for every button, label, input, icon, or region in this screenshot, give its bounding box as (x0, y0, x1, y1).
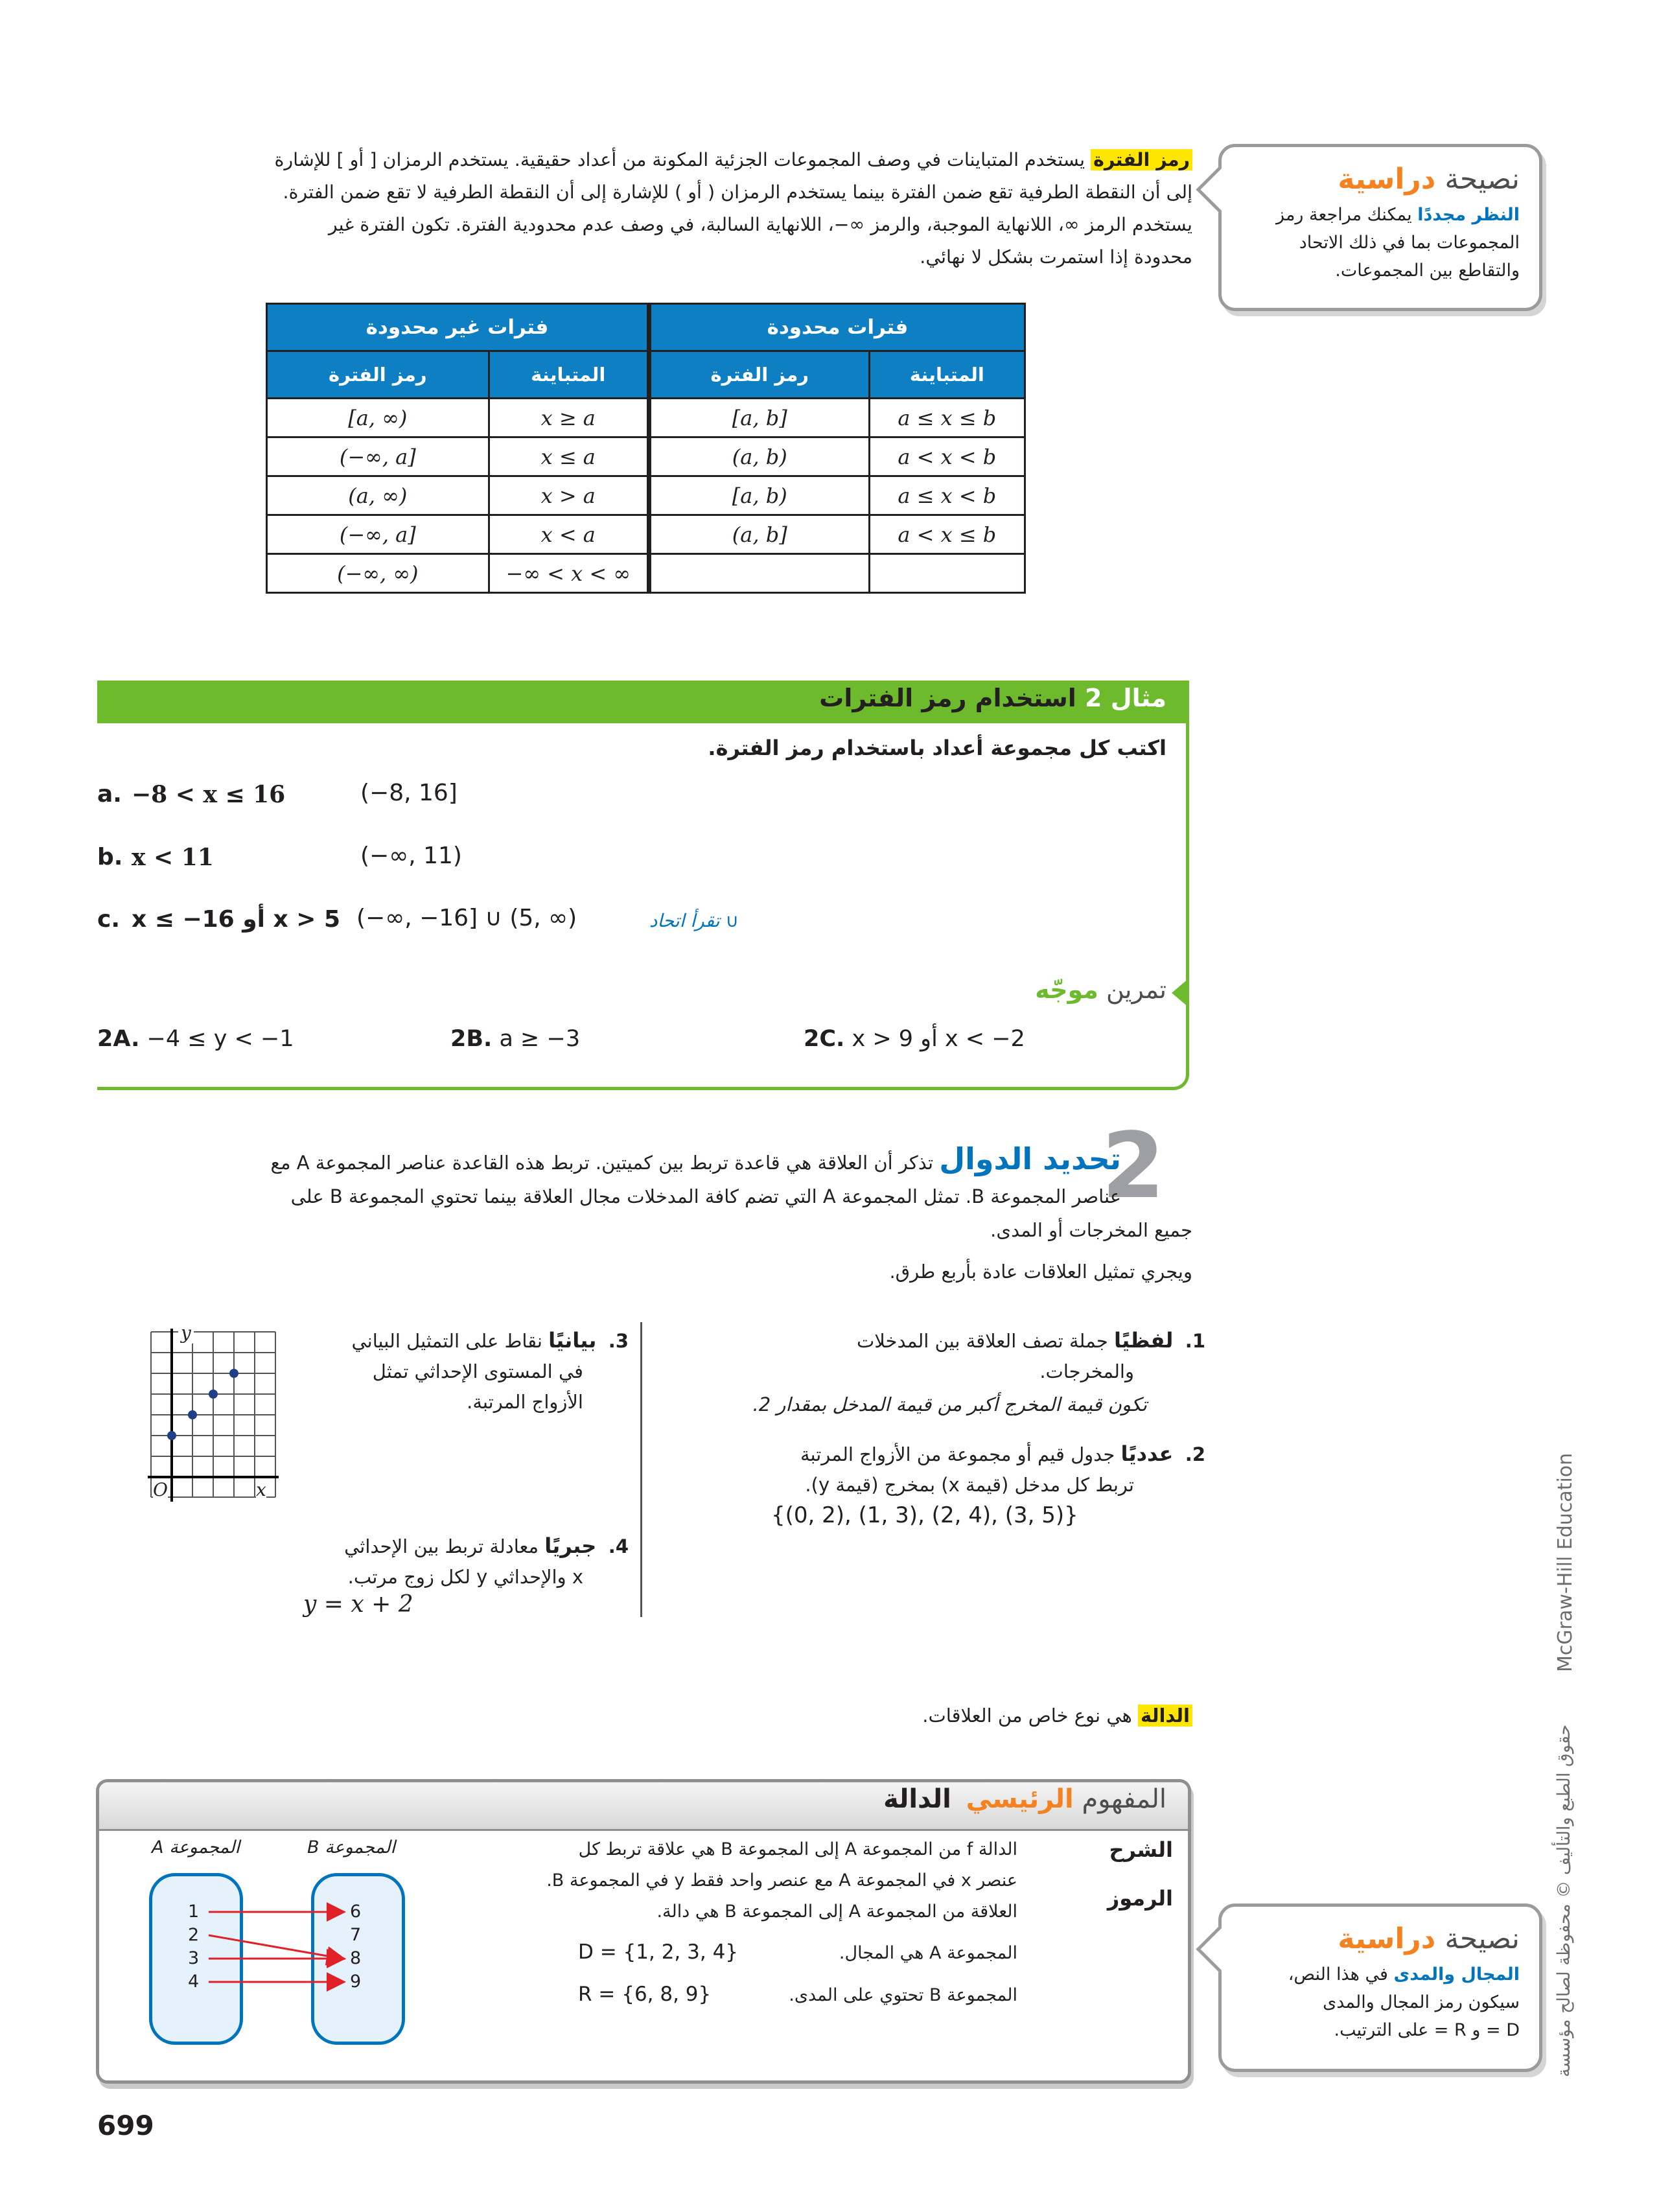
graph-y-label: y (178, 1322, 194, 1344)
practice-marker (1172, 979, 1189, 1007)
item-a-label: a. (97, 781, 122, 808)
section-number: 2 (1102, 1113, 1165, 1219)
arrow-2-to-8 (209, 1935, 342, 1959)
item-c-answer: (−∞, −16] ∪ (5, ∞) (356, 905, 577, 931)
item-c-ineq: x ≤ −16 أو x > 5 (132, 906, 341, 933)
graph-points (167, 1369, 238, 1440)
label-symbols: الرموز (1107, 1886, 1173, 1911)
column-divider (640, 1322, 642, 1617)
bounded-header: فترات محدودة (649, 304, 1025, 351)
graph-point (209, 1390, 218, 1399)
domain-set: D = {1, 2, 3, 4} (578, 1940, 739, 1964)
interval-notation-paragraph: رمز الفترة يستخدم المتباينات في وصف المجموعات الجزئية المكونة من أعداد حقيقية. يستخدم الرمزان [ أو ] للإشارة إلى أن النقطة الطرفية تقع ضمن الفترة بينما يستخدم الرمزان ( أو ) للإشارة إلى أن النقطة الطرفية لا تقع ضمن الفترة. يستخدم الرمز ∞، اللانهاية الموجبة، والرمز ∞−، اللانهاية السالبة، في وصف عدم محدودية الفترة. تكون الفترة غير محدودة إذا استمرت بشكل لا نهائي. (274, 149, 1192, 268)
section-title: تحديد الدوال (939, 1141, 1121, 1176)
study-tip-review: نصيحة دراسية النظر مجددًا يمكنك مراجعة رمز المجموعات بما في ذلك الاتحاد والتقاطع بين المجموعات. (1218, 144, 1542, 311)
graph-origin-label: O (153, 1479, 168, 1500)
set-a-label: المجموعة A (152, 1837, 240, 1857)
item-b-label: b. (97, 844, 123, 870)
set-b-label: المجموعة B (307, 1837, 395, 1857)
range-statement: المجموعة B تحتوي على المدى. (789, 1985, 1017, 2005)
mapping-arrows (194, 1896, 356, 1999)
item-a-ineq: −8 < x ≤ 16 (132, 781, 286, 808)
graph-point (188, 1410, 197, 1419)
range-set: R = {6, 8, 9} (578, 1983, 712, 2006)
example-title: مثال 2 استخدام رمز الفترات (819, 684, 1166, 712)
publisher-side-text: McGraw-Hill Education (1554, 1452, 1577, 1672)
item-b-answer: (−∞, 11) (360, 843, 462, 869)
example-instruction: اكتب كل مجموعة أعداد باستخدام رمز الفترة. (708, 736, 1166, 760)
practice-2a: 2A. −4 ≤ y < −1 (97, 1026, 294, 1052)
practice-2c: 2C. x > 9 أو x < −2 (804, 1026, 1025, 1052)
equation-example: y = x + 2 (303, 1591, 413, 1618)
item-a-answer: (−8, 16] (360, 780, 458, 806)
item-c-label: c. (97, 906, 121, 933)
label-explanation: الشرح (1109, 1837, 1173, 1862)
guided-practice-heading: تمرين موجّه (1035, 975, 1166, 1004)
function-definition: الدالة هي نوع خاص من العلاقات. (583, 1705, 1192, 1727)
section-paragraph: تحديد الدوال تذكر أن العلاقة هي قاعدة تربط بين كميتين. تربط هذه القاعدة عناصر المجموعة A مع عناصر المجموعة B. تمثل المجموعة A التي تضم كافة المدخلات مجال العلاقة بينما تحتوي المجموعة B على جميع المخرجات أو المدى. ويجري تمثيل العلاقات عادة بأربع طرق. (270, 1141, 1192, 1283)
set-b-elements: 6 7 8 9 (350, 1902, 362, 1992)
graph-x-label: x (256, 1479, 266, 1500)
term-interval-notation: رمز الفترة (1091, 149, 1192, 170)
representation-algebraic: 4. جبريًا معادلة تربط بين الإحداثي x والإحداثي y لكل زوج مرتب. (344, 1533, 629, 1588)
copyright-side-text: حقوق الطبع والتأليف © محفوظة لصالح مؤسسة (1554, 1724, 1574, 2077)
interval-table: فترات غير محدودة فترات محدودة رمز الفترة المتباينة رمز الفترة المتباينة [a, ∞) x ≥ a [a, b] a ≤ x ≤ b (−∞, a] x ≤ a (a, b) a < x < b (a, ∞) x > a [a, b) a ≤ x < b (−∞, a] x < a (a, b] a < x ≤ b (−∞, ∞) −∞ < x < ∞ (266, 303, 1026, 594)
representation-numerical: 2. عدديًا جدول قيم أو مجموعة من الأزواج المرتبة تربط كل مدخل (قيمة x) بمخرج (قيمة y). (800, 1441, 1205, 1496)
representation-graphical: 3. بيانيًا نقاط على التمثيل البياني في المستوى الإحداثي تمثل الأزواج المرتبة. (351, 1328, 629, 1413)
study-tip-domain-range: نصيحة دراسية المجال والمدى في هذا النص، سيكون رمز المجال والمدى D = و R = على الترتيب. (1218, 1903, 1542, 2072)
representation-verbal: 1. لفظيًا جملة تصف العلاقة بين المدخلات والمخرجات. تكون قيمة المخرج أكبر من قيمة المدخل بمقدار 2. (752, 1328, 1205, 1415)
union-note: ∪ تقرأ اتحاد (649, 910, 739, 931)
set-a-elements: 1 2 3 4 (188, 1902, 200, 1992)
key-concept-explanation: الدالة f من المجموعة A إلى المجموعة B هي علاقة تربط كل عنصر x في المجموعة A مع عنصر واحد فقط y في المجموعة B. العلاقة من المجموعة A إلى المجموعة B هي دالة. (546, 1839, 1017, 1922)
key-concept-title: المفهوم الرئيسي الدالة (883, 1784, 1166, 1814)
unbounded-header: فترات غير محدودة (267, 304, 649, 351)
practice-2b: 2B. a ≥ −3 (450, 1026, 581, 1052)
ordered-pairs: {(0, 2), (1, 3), (2, 4), (3, 5)} (771, 1502, 1078, 1528)
domain-statement: المجموعة A هي المجال. (839, 1943, 1017, 1963)
graph-point (229, 1369, 238, 1378)
page-number: 699 (97, 2110, 154, 2141)
graph-point (167, 1431, 176, 1440)
item-b-ineq: x < 11 (132, 844, 214, 871)
